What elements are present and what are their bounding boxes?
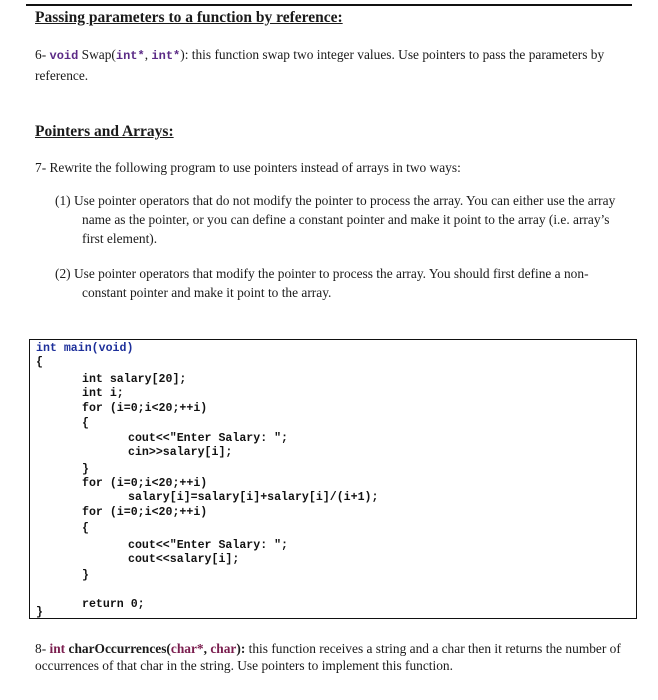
question-6-description: this function swap two integer values. Use pointers to pass the parameters by reference.: [35, 47, 605, 83]
code-line-open-brace: {: [36, 356, 43, 369]
code-line-for-3: for (i=0;i<20;++i): [82, 506, 208, 519]
code-line-open-brace-2: {: [82, 522, 89, 535]
code-main-signature: int main(void): [36, 342, 134, 355]
int-pointer-type-2: int*: [151, 49, 181, 63]
question-8: [35, 640, 635, 674]
option-2: [55, 264, 627, 302]
option-1: [55, 191, 627, 248]
heading-passing-by-reference: Passing parameters to a function by reference:: [35, 9, 343, 26]
code-line-salary-decl: int salary[20];: [82, 373, 187, 386]
int-pointer-type-1: int*: [115, 49, 145, 63]
param-separator: ,: [203, 641, 211, 656]
code-line-salary-update: salary[i]=salary[i]+salary[i]/(i+1);: [128, 491, 379, 504]
heading-pointers-and-arrays: Pointers and Arrays:: [35, 123, 174, 140]
code-line-close-brace-main: }: [36, 606, 43, 619]
question-8-number: 8-: [35, 641, 50, 656]
code-line-i-decl: int i;: [82, 387, 124, 400]
option-2-text: Use pointer operators that modify the pointer to process the array. You should first define a non-constant pointer and make it point to the array.: [70, 266, 589, 300]
option-2-label: (2): [55, 266, 71, 281]
option-1-label: (1): [55, 193, 71, 208]
question-6: [35, 45, 620, 85]
int-return-type: int: [49, 641, 66, 656]
char-type: char: [210, 641, 237, 656]
swap-name: Swap(: [78, 47, 116, 62]
option-1-text: Use pointer operators that do not modify the pointer to process the array. You can either use the array name as the pointer, or you can define a constant pointer and make it point to the array (i.e. array’s first element).: [70, 193, 616, 246]
code-line-close-brace-1: }: [82, 463, 89, 476]
char-occurrences-name: charOccurrences(: [65, 641, 171, 656]
code-line-cin: cin>>salary[i];: [128, 446, 233, 459]
char-pointer-type: char*: [170, 641, 204, 656]
question-7-intro: 7- Rewrite the following program to use pointers instead of arrays in two ways:: [35, 160, 461, 175]
param-close: ):: [236, 641, 246, 656]
code-line-cout-prompt-2: cout<<"Enter Salary: ";: [128, 539, 289, 552]
signature-separator: ,: [144, 47, 152, 62]
code-line-main: [36, 342, 133, 356]
top-rule: [26, 4, 632, 6]
code-line-close-brace-2: }: [82, 569, 89, 582]
code-block: [29, 339, 637, 619]
code-line-cout-prompt-1: cout<<"Enter Salary: ";: [128, 432, 289, 445]
code-line-return: return 0;: [82, 598, 145, 611]
signature-close: ):: [180, 47, 189, 62]
code-line-cout-salary: cout<<salary[i];: [128, 553, 240, 566]
code-line-for-2: for (i=0;i<20;++i): [82, 477, 208, 490]
question-6-number: 6-: [35, 47, 50, 62]
code-line-for-1: for (i=0;i<20;++i): [82, 402, 208, 415]
question-8-description: this function receives a string and a char then it returns the number of occurrences of that char in the string. Use pointers to implement this function.: [35, 641, 621, 673]
code-line-open-brace-1: {: [82, 417, 89, 430]
void-keyword: void: [49, 49, 79, 63]
